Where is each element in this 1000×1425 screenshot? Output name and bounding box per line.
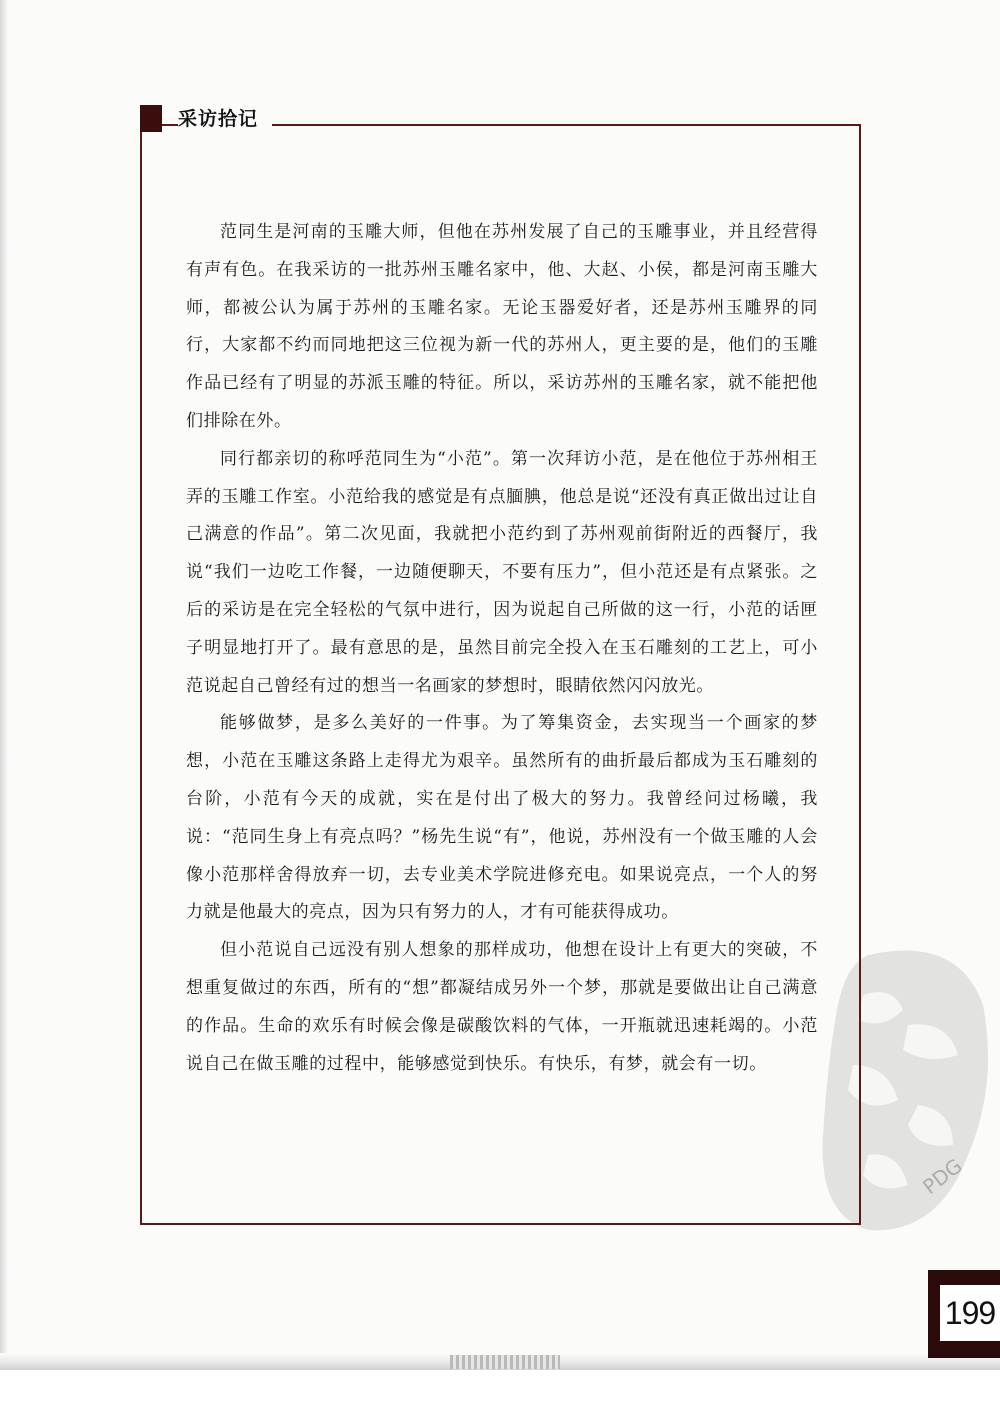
page-number: 199 [944,1294,996,1331]
paragraph: 同行都亲切的称呼范同生为“小范”。第一次拜访小范，是在他位于苏州相王弄的玉雕工作室。小范给我的感觉是有点腼腆，他总是说“还没有真正做出过让自己满意的作品”。第二次见面，我就把小范约到了苏州观前街附近的西餐厅，我说“我们一边吃工作餐，一边随便聊天，不要有压力”，但小范还是有点紧张。之后的采访是在完全轻松的气氛中进行，因为说起自己所做的这一行，小范的话匣子明显地打开了。最有意思的是，虽然目前完全投入在玉石雕刻的工艺上，可小范说起自己曾经有过的想当一名画家的梦想时，眼睛依然闪闪放光。 [186,448,818,696]
watermark-text: PDG [918,1153,967,1199]
article-body [186,214,818,1083]
scan-bottom-edge [0,1353,1000,1370]
bottom-margin [0,1370,1000,1425]
section-title: 采访拾记 [178,106,272,132]
paragraph: 范同生是河南的玉雕大师，但他在苏州发展了自己的玉雕事业，并且经营得有声有色。在我采访的一批苏州玉雕名家中，他、大赵、小侯，都是河南玉雕大师，都被公认为属于苏州的玉雕名家。无论玉器爱好者，还是苏州玉雕界的同行，大家都不约而同地把这三位视为新一代的苏州人，更主要的是，他们的玉雕作品已经有了明显的苏派玉雕的特征。所以，采访苏州的玉雕名家，就不能把他们排除在外。 [186,222,818,431]
header-marker [140,105,162,132]
paragraph: 能够做梦，是多么美好的一件事。为了筹集资金，去实现当一个画家的梦想，小范在玉雕这条路上走得尤为艰辛。虽然所有的曲折最后都成为玉石雕刻的台阶，小范有今天的成就，实在是付出了极大的努力。我曾经问过杨曦，我说：“范同生身上有亮点吗？”杨先生说“有”，他说，苏州没有一个做玉雕的人会像小范那样舍得放弃一切，去专业美术学院进修充电。如果说亮点，一个人的努力就是他最大的亮点，因为只有努力的人，才有可能获得成功。 [186,713,818,923]
paragraph: 但小范说自己远没有别人想象的那样成功，他想在设计上有更大的突破，不想重复做过的东西，所有的“想”都凝结成另外一个梦，那就是要做出让自己满意的作品。生命的欢乐有时候会像是碳酸饮料的气体，一开瓶就迅速耗竭的。小范说自己在做玉雕的过程中，能够感觉到快乐。有快乐，有梦，就会有一切。 [186,940,818,1074]
binding-marks [450,1355,560,1369]
page-number-inner [940,1285,1000,1341]
scan-edge-left [0,0,8,1370]
